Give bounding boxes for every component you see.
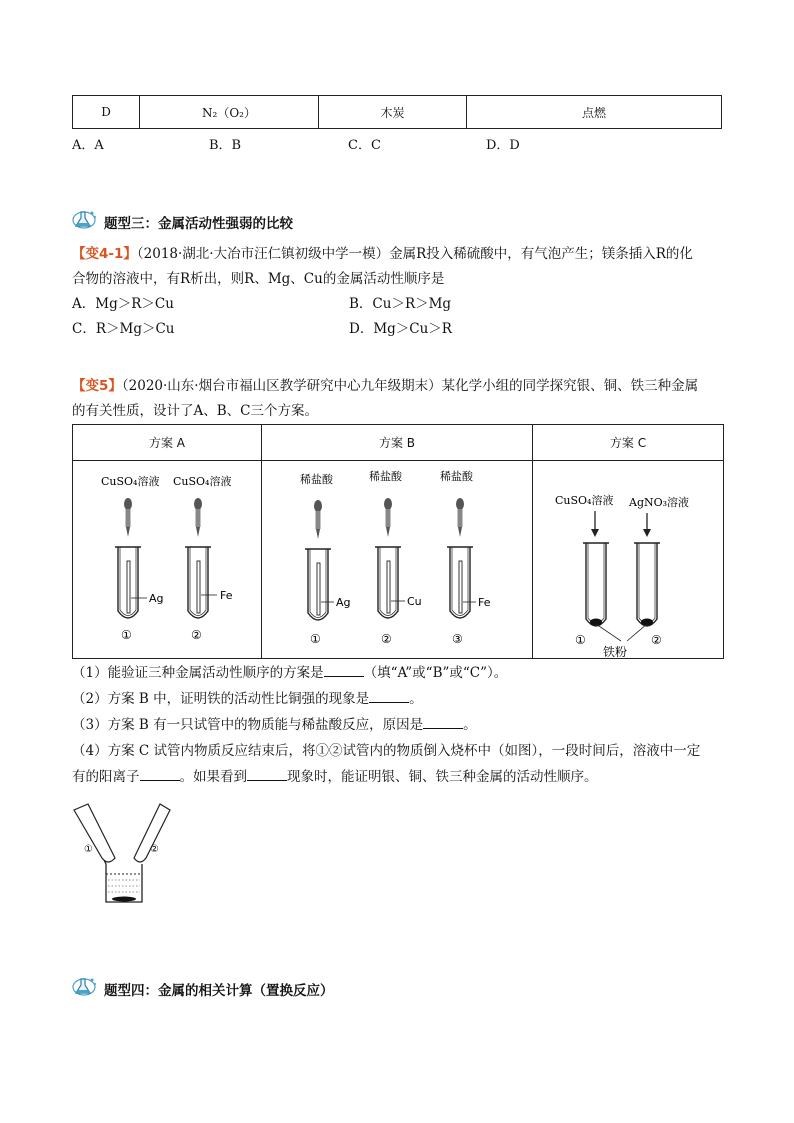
test-tube-icon: [375, 547, 405, 618]
solution-label: AgNO₃溶液: [629, 496, 690, 509]
table-row: [73, 96, 722, 129]
scheme-c-figure: [533, 461, 724, 659]
question-tag: 【变4-1】: [72, 246, 137, 262]
table-cell: 木炭: [319, 96, 467, 129]
metal-label: Ag: [149, 592, 164, 605]
table-row: [73, 425, 724, 461]
arrow-down-icon: [591, 511, 599, 537]
beaker-icon: [104, 860, 142, 902]
question-line: [72, 764, 732, 790]
tube-number: ②: [651, 633, 662, 647]
table-cell: D: [73, 96, 140, 129]
answer-blank[interactable]: [423, 714, 463, 729]
question-text: （4）方案 C 试管内物质反应结束后，将①②试管内的物质倒入烧杯中（如图），一段时间后，溶液中一定: [72, 743, 701, 759]
tube-number: ①: [310, 632, 321, 646]
section-header-3: [72, 208, 293, 234]
solution-label: CuSO₄溶液: [101, 475, 160, 488]
table-cell: 点燃: [467, 96, 722, 129]
tube-number: ①: [575, 633, 586, 647]
question-text: 。如果看到: [179, 769, 247, 785]
question-text: 。: [409, 691, 423, 707]
sub-question-1: [72, 660, 732, 686]
answer-blank[interactable]: [324, 662, 364, 677]
tube-number: ③: [452, 632, 463, 646]
option-b: B．Cu＞R＞Mg: [349, 296, 452, 312]
scheme-b-diagram: [262, 461, 532, 658]
question-5: [72, 374, 722, 424]
dropper-icon: [456, 498, 464, 537]
scheme-a-diagram: [73, 461, 261, 658]
option-c: C．C: [348, 138, 381, 153]
test-tube-icon: [305, 549, 334, 620]
tube-number: ②: [191, 628, 202, 642]
scheme-b-header: 方案 B: [262, 425, 533, 461]
arrow-down-icon: [643, 513, 651, 537]
flask-icon: [72, 208, 98, 230]
question-line: [72, 374, 722, 399]
answer-blank[interactable]: [140, 766, 180, 781]
option-row: [72, 292, 722, 317]
scheme-a-header: 方案 A: [73, 425, 262, 461]
beaker-diagram: [70, 800, 180, 910]
scheme-table: [72, 424, 724, 659]
dropper-icon: [384, 498, 392, 537]
sub-question-3: [72, 712, 732, 738]
answer-blank[interactable]: [369, 688, 409, 703]
scheme-a-figure: [73, 461, 262, 659]
top-table: [72, 95, 722, 129]
tube-number: ①: [121, 628, 132, 642]
question-text: （2018·湖北·大冶市汪仁镇初级中学一模）金属R投入稀硫酸中，有气泡产生；镁条插入R的化: [136, 246, 693, 262]
section-header-4: [72, 975, 334, 1001]
test-tube-icon: [583, 543, 609, 626]
metal-label: Ag: [336, 596, 351, 609]
question-text: （填“A”或“B”或“C”）。: [363, 665, 508, 681]
table-row: [73, 461, 724, 659]
dropper-icon: [194, 498, 202, 537]
top-options: [72, 134, 722, 152]
section-title: 题型四：金属的相关计算（置换反应）: [104, 983, 334, 999]
test-tube-icon: [634, 543, 660, 626]
solution-label: CuSO₄溶液: [173, 475, 232, 488]
test-tube-icon: [74, 804, 115, 862]
option-d: D．D: [486, 138, 520, 153]
question-tag: 【变5】: [72, 378, 122, 394]
option-c: C．R＞Mg＞Cu: [72, 321, 175, 337]
table-cell: N₂（O₂）: [140, 96, 319, 129]
question-text: （3）方案 B 有一只试管中的物质能与稀盐酸反应，原因是: [72, 717, 424, 733]
option-row: [72, 317, 722, 342]
scheme-c-header: 方案 C: [533, 425, 724, 461]
metal-label: Cu: [407, 595, 422, 608]
test-tube-icon: [115, 547, 147, 618]
metal-label: Fe: [478, 596, 491, 609]
flask-icon: [72, 975, 98, 997]
question-line: 的有关性质，设计了A、B、C三个方案。: [72, 403, 318, 419]
answer-blank[interactable]: [247, 766, 287, 781]
powder-label: 铁粉: [603, 645, 628, 658]
question-text: 现象时，能证明银、铜、铁三种金属的活动性顺序。: [287, 769, 598, 785]
tube-number: ①: [84, 844, 93, 855]
dropper-icon: [124, 498, 132, 537]
solution-label: 稀盐酸: [369, 470, 402, 483]
question-4-1: [72, 242, 722, 342]
question-text: 。: [463, 717, 477, 733]
sub-question-4: [72, 738, 732, 790]
test-tube-icon: [447, 547, 476, 618]
dropper-icon: [314, 500, 322, 539]
option-a: A．Mg＞R＞Cu: [72, 296, 174, 312]
option-d: D．Mg＞Cu＞R: [349, 321, 452, 337]
question-line: 合物的溶液中，有R析出，则R、Mg、Cu的金属活动性顺序是: [72, 271, 445, 287]
question-text: （2020·山东·烟台市福山区教学研究中心九年级期末）某化学小组的同学探究银、铜、铁三种金属: [121, 378, 699, 394]
test-tube-icon: [185, 547, 217, 618]
tube-number: ②: [381, 632, 392, 646]
metal-label: Fe: [220, 589, 233, 602]
question-text: （2）方案 B 中，证明铁的活动性比铜强的现象是: [72, 691, 370, 707]
scheme-b-figure: [262, 461, 533, 659]
solution-label: 稀盐酸: [300, 473, 333, 486]
option-b: B．B: [209, 138, 242, 153]
tube-number: ②: [150, 844, 159, 855]
scheme-c-diagram: [533, 461, 723, 658]
question-text: 有的阳离子: [72, 769, 140, 785]
option-a: A．A: [72, 138, 104, 153]
question-text: （1）能验证三种金属活动性顺序的方案是: [72, 665, 324, 681]
sub-question-2: [72, 686, 732, 712]
section-title: 题型三：金属活动性强弱的比较: [104, 216, 293, 232]
solution-label: CuSO₄溶液: [555, 494, 614, 507]
solution-label: 稀盐酸: [440, 470, 473, 483]
question-line: [72, 242, 722, 267]
